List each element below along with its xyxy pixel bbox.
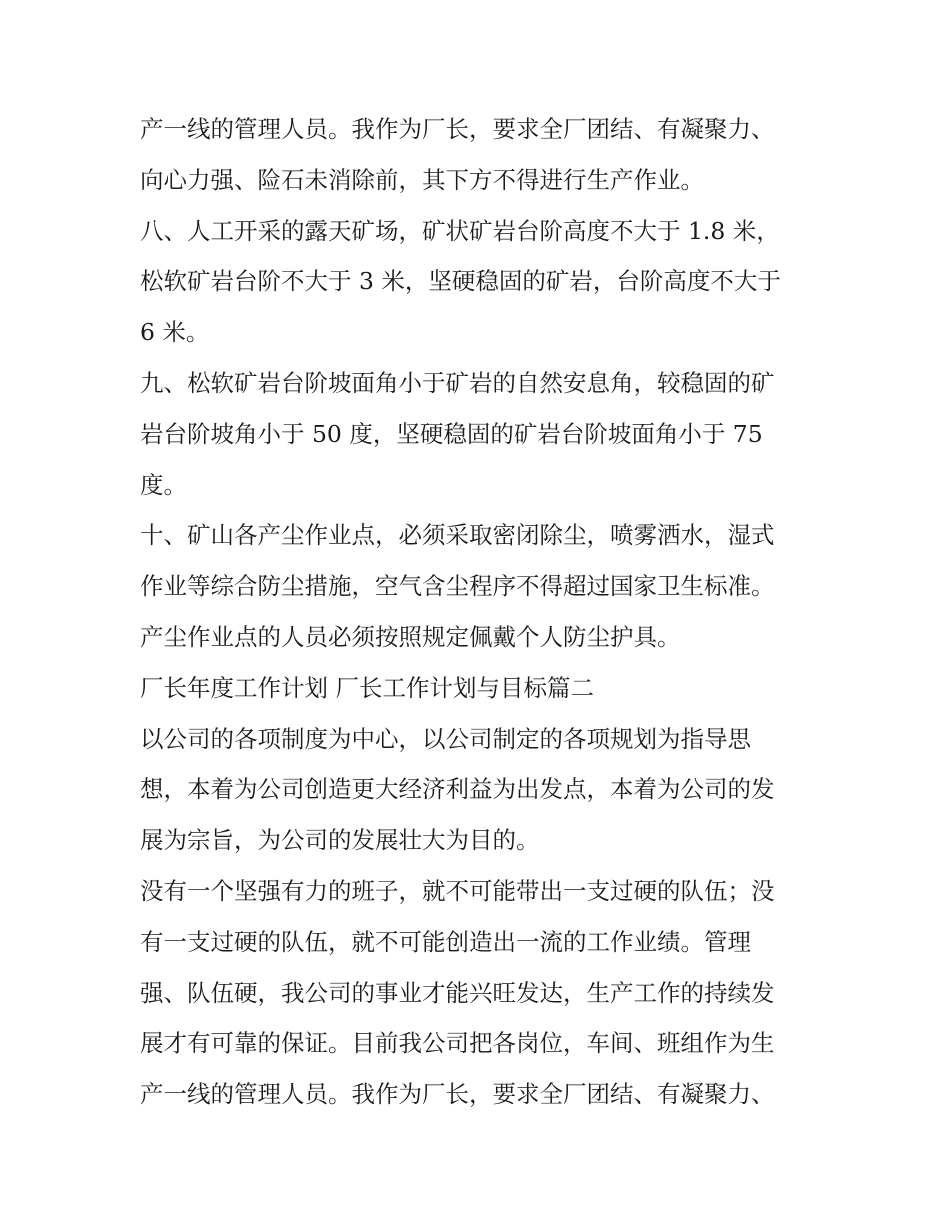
text-line: 没有一个坚强有力的班子，就不可能带出一支过硬的队伍；没	[140, 876, 775, 905]
text-line: 十、矿山各产尘作业点，必须采取密闭除尘，喷雾洒水，湿式	[140, 521, 775, 550]
paragraph-item-9	[140, 358, 820, 510]
text-line: 展才有可靠的保证。目前我公司把各岗位，车间、班组作为生	[140, 1029, 775, 1058]
text-line: 产一线的管理人员。我作为厂长，要求全厂团结、有凝聚力、	[140, 1080, 775, 1109]
text-line: 强、队伍硬，我公司的事业才能兴旺发达，生产工作的持续发	[140, 978, 775, 1007]
section-title: 厂长年度工作计划 厂长工作计划与目标篇二	[140, 673, 594, 702]
text-line: 展为宗旨，为公司的发展壮大为目的。	[140, 826, 540, 855]
text-line: 作业等综合防尘措施，空气含尘程序不得超过国家卫生标准。	[140, 572, 775, 601]
text-line: 松软矿岩台阶不大于 3 米，坚硬稳固的矿岩，台阶高度不大于	[140, 267, 781, 296]
text-line: 产一线的管理人员。我作为厂长，要求全厂团结、有凝聚力、	[140, 115, 775, 143]
section-heading	[140, 663, 820, 714]
text-line: 以公司的各项制度为中心，以公司制定的各项规划为指导思	[140, 724, 751, 753]
document-body	[140, 104, 820, 1120]
text-line: 想，本着为公司创造更大经济利益为出发点，本着为公司的发	[140, 775, 775, 804]
paragraph-item-8	[140, 206, 820, 358]
text-line: 度。	[140, 470, 187, 499]
text-line: 6 米。	[140, 318, 210, 347]
text-line: 向心力强、险石未消除前，其下方不得进行生产作业。	[140, 165, 704, 194]
text-line: 岩台阶坡角小于 50 度，坚硬稳固的矿岩台阶坡面角小于 75	[140, 419, 763, 448]
text-line: 产尘作业点的人员必须按照规定佩戴个人防尘护具。	[140, 622, 681, 651]
paragraph-team	[140, 866, 820, 1120]
paragraph-guiding-ideas	[140, 714, 820, 866]
text-line: 有一支过硬的队伍，就不可能创造出一流的工作业绩。管理	[140, 927, 751, 956]
text-line: 九、松软矿岩台阶坡面角小于矿岩的自然安息角，较稳固的矿	[140, 368, 775, 397]
paragraph-item-10	[140, 510, 820, 662]
text-line: 八、人工开采的露天矿场，矿状矿岩台阶高度不大于 1.8 米，	[140, 216, 780, 245]
paragraph-1	[140, 104, 820, 206]
